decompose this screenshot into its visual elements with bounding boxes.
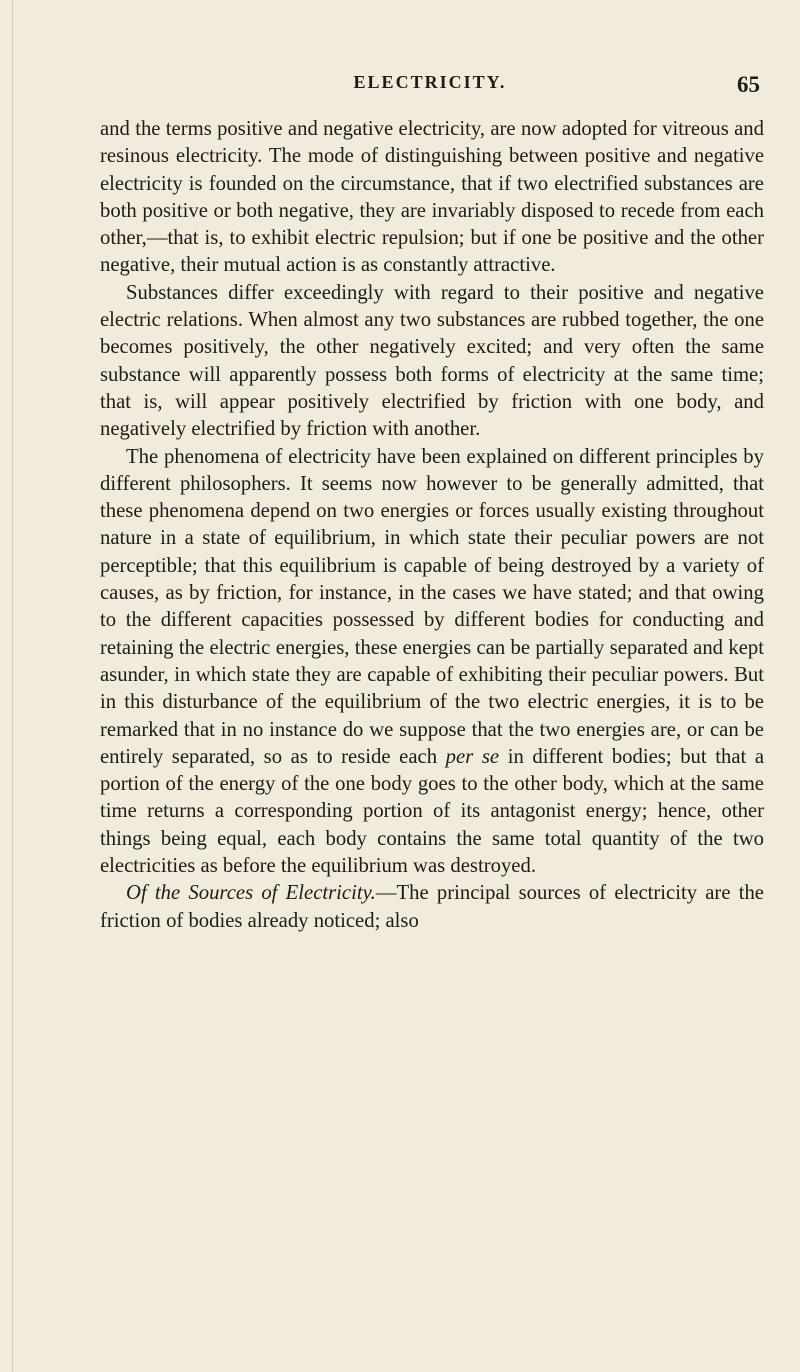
paragraph-text: and the terms positive and negative electricity, are now adopted for vitreous and resinous electricity. The mode of distinguishing between positive and negative electricity is founded on the circumstance, that if two electrified substances are both positive or both negative, they are invariably disposed to recede from each other,—that is, to exhibit electric repulsion; but if one be positive and the other negative, their mutual action is as constantly attractive. xyxy=(100,118,764,277)
section-heading: Of the Sources of Electricity. xyxy=(126,882,376,905)
page-edge-shadow xyxy=(12,0,13,1372)
paragraph-text: in different bodies; but that a portion of the energy of the one body goes to the other body, which at the same time returns a corresponding portion of its antagonist energy; hence, other things being equal, each body contains the same total quantity of the two electricities as before the equilibrium was destroyed. xyxy=(100,745,765,878)
page-number: 65 xyxy=(737,72,760,97)
paragraph-text: —The principal sources of electricity are the friction of bodies already noticed; also xyxy=(100,882,764,932)
running-head: ELECTRICITY. xyxy=(353,72,507,92)
paragraph-2 xyxy=(100,280,764,444)
paragraph-4 xyxy=(100,880,764,935)
paragraph-text: Substances differ exceedingly with regard to their positive and negative electric relations. When almost any two substances are rubbed together, the one becomes positively, the other negatively excited; and very often the same substance will apparently possess both forms of electricity at the same time; that is, will appear positively electrified by friction with one body, and negatively electrified by friction with another. xyxy=(100,281,764,441)
italic-phrase: per se xyxy=(445,745,500,768)
paragraph-text: The phenomena of electricity have been explained on different principles by different philosophers. It seems now however to be generally admitted, that these phenomena depend on two energies or forces usually existing throughout nature in a state of equilibrium, in which state their peculiar powers are not perceptible; that this equilibrium is capable of being destroyed by a variety of causes, as by friction, for instance, in the cases we have stated; and that owing to the different capacities possessed by different bodies for conducting and retaining the electric energies, these energies can be partially separated and kept asunder, in which state they are capable of exhibiting their peculiar powers. But in this disturbance of the equilibrium of the two electric energies, it is to be remarked that in no instance do we suppose that the two energies are, or can be entirely separated, so as to reside each xyxy=(100,445,764,768)
paragraph-3 xyxy=(100,444,764,881)
paragraph-1 xyxy=(100,116,764,280)
page-header xyxy=(100,72,760,100)
body-text xyxy=(100,116,764,935)
